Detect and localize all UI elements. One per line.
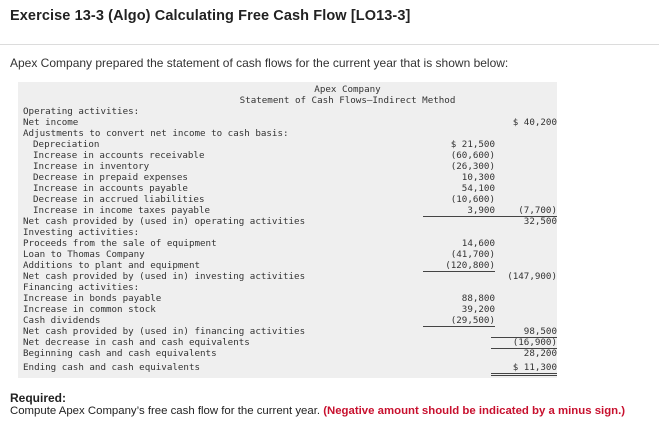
row-label: Beginning cash and cash equivalents — [23, 348, 217, 359]
row-label: Ending cash and cash equivalents — [23, 362, 201, 373]
row-total: (7,700) — [491, 205, 557, 217]
row-amount: 39,200 — [461, 304, 495, 315]
row-label: Increase in income taxes payable — [33, 205, 211, 216]
statement-company: Apex Company — [314, 84, 381, 95]
title-divider — [0, 44, 659, 45]
row-label: Net cash provided by (used in) operating activities — [23, 216, 306, 227]
row-amount: (26,300) — [450, 161, 495, 172]
row-total: (16,900) — [491, 337, 557, 349]
row-amount: 14,600 — [461, 238, 495, 249]
row-label: Proceeds from the sale of equipment — [23, 238, 217, 249]
required-heading: Required: — [10, 391, 67, 405]
row-label: Increase in accounts payable — [33, 183, 188, 194]
row-label: Depreciation — [33, 139, 100, 150]
row-label: Additions to plant and equipment — [23, 260, 201, 271]
row-amount: (10,600) — [450, 194, 495, 205]
row-label: Investing activities: — [23, 227, 140, 238]
row-total: 98,500 — [491, 326, 557, 338]
row-label: Net cash provided by (used in) investing activities — [23, 271, 306, 282]
row-amount: (29,500) — [423, 315, 495, 327]
row-amount: 10,300 — [461, 172, 495, 183]
row-label: Net cash provided by (used in) financing activities — [23, 326, 306, 337]
row-amount: (41,700) — [450, 249, 495, 260]
row-amount: (60,600) — [450, 150, 495, 161]
row-amount: 3,900 — [423, 205, 495, 217]
row-label: Net income — [23, 117, 79, 128]
row-label: Cash dividends — [23, 315, 101, 326]
row-label: Increase in common stock — [23, 304, 156, 315]
row-label: Net decrease in cash and cash equivalents — [23, 337, 250, 348]
row-label: Loan to Thomas Company — [23, 249, 145, 260]
row-total: $ 11,300 — [491, 362, 557, 376]
row-total: $ 40,200 — [512, 117, 557, 128]
row-label: Decrease in accrued liabilities — [33, 194, 205, 205]
required-text — [10, 405, 625, 417]
row-label: Financing activities: — [23, 282, 140, 293]
row-amount: 54,100 — [461, 183, 495, 194]
row-label: Decrease in prepaid expenses — [33, 172, 188, 183]
row-total: (147,900) — [507, 271, 557, 282]
row-label: Increase in inventory — [33, 161, 150, 172]
row-amount: 88,800 — [461, 293, 495, 304]
row-amount: (120,800) — [423, 260, 495, 272]
exercise-title: Exercise 13-3 (Algo) Calculating Free Cash Flow [LO13-3] — [10, 8, 411, 24]
row-label: Operating activities: — [23, 106, 140, 117]
row-total: 32,500 — [523, 216, 557, 227]
cash-flow-statement — [18, 82, 557, 378]
row-label: Increase in accounts receivable — [33, 150, 205, 161]
row-amount: $ 21,500 — [450, 139, 495, 150]
statement-heading: Statement of Cash Flows—Indirect Method — [239, 95, 456, 106]
required-instruction: Compute Apex Company’s free cash flow for the current year. — [10, 405, 321, 417]
row-total: 28,200 — [523, 348, 557, 359]
row-label: Increase in bonds payable — [23, 293, 162, 304]
intro-text: Apex Company prepared the statement of cash flows for the current year that is shown below: — [10, 56, 509, 70]
required-note: (Negative amount should be indicated by a minus sign.) — [323, 405, 626, 417]
row-label: Adjustments to convert net income to cash basis: — [23, 128, 289, 139]
